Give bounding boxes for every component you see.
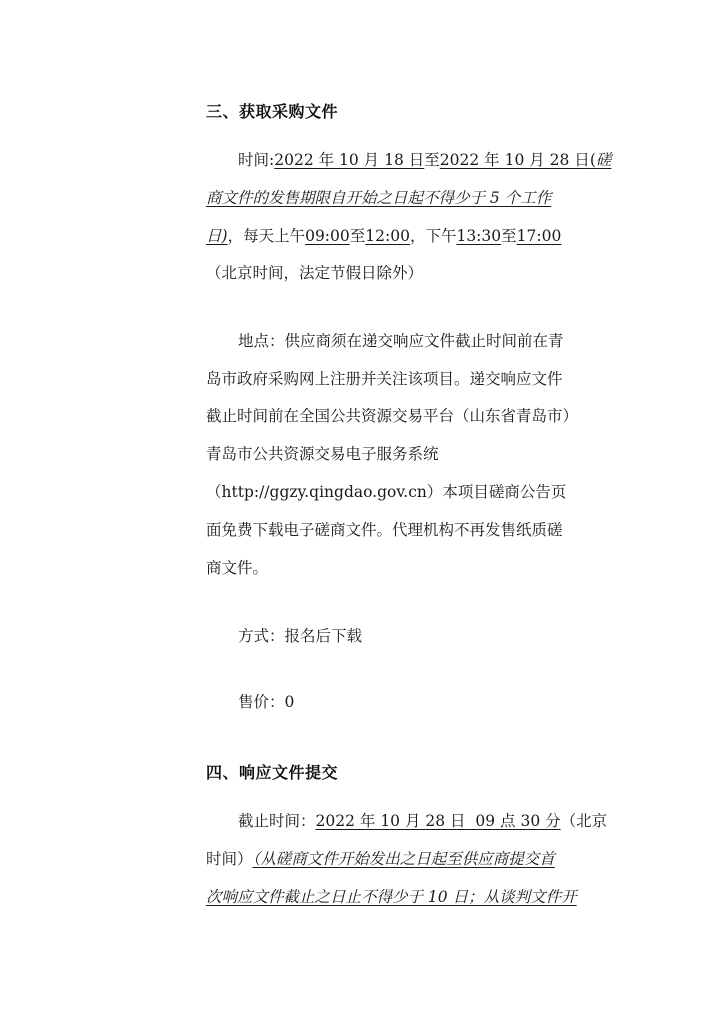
time-line-1	[238, 150, 612, 170]
am-start: 09:00	[305, 227, 350, 245]
location-line-1: 地点：供应商须在递交响应文件截止时间前在青	[238, 332, 564, 350]
method-line: 方式：报名后下载	[238, 627, 363, 645]
pm-end: 17:00	[516, 227, 562, 245]
pm-start: 13:30	[456, 227, 502, 245]
daily-prefix: ，每天上午	[227, 227, 306, 245]
start-date: 2022 年 10 月 18 日	[274, 151, 425, 169]
deadline-tz-b: 时间）	[206, 850, 253, 868]
deadline-tz-a: （北京	[560, 812, 608, 830]
deadline-label: 截止时间：	[238, 812, 316, 830]
deadline-datetime: 2022 年 10 月 28 日 09 点 30 分	[315, 812, 561, 830]
location-line-2: 岛市政府采购网上注册并关注该项目。递交响应文件	[206, 370, 563, 388]
to-text-2: 至	[349, 227, 366, 245]
note-part-a: 磋	[595, 151, 612, 169]
pm-prefix: ，下午	[409, 227, 457, 245]
location-line-5: （http://ggzy.qingdao.gov.cn）本项目磋商公告页	[206, 483, 567, 501]
time-label: 时间:	[238, 151, 275, 169]
location-line-6: 面免费下载电子磋商文件。代理机构不再发售纸质磋	[206, 521, 563, 539]
to-text-1: 至	[424, 151, 440, 169]
end-date: 2022 年 10 月 28 日	[439, 151, 590, 169]
time-line-3	[206, 226, 606, 246]
am-end: 12:00	[365, 227, 410, 245]
deadline-line-2	[206, 849, 606, 869]
section-4-heading: 四、响应文件提交	[206, 763, 339, 782]
deadline-note-1: （从磋商文件开始发出之日起至供应商提交首	[252, 850, 555, 868]
deadline-line-1	[238, 811, 608, 831]
timezone-note: （北京时间，法定节假日除外）	[206, 264, 424, 282]
location-line-3: 截止时间前在全国公共资源交易平台（山东省青岛市）	[206, 407, 579, 425]
location-line-4: 青岛市公共资源交易电子服务系统	[206, 445, 439, 463]
section-3-heading: 三、获取采购文件	[206, 102, 339, 121]
to-text-3: 至	[501, 227, 517, 245]
price-line: 售价：0	[238, 693, 295, 711]
note-open: (	[589, 151, 596, 169]
deadline-note-2: 次响应文件截止之日止不得少于 10 日；从谈判文件开	[206, 888, 577, 906]
time-note-line-2: 商文件的发售期限自开始之日起不得少于 5 个工作	[206, 189, 552, 207]
location-line-7: 商文件。	[206, 559, 269, 577]
note-part-c: 日)	[206, 227, 228, 245]
